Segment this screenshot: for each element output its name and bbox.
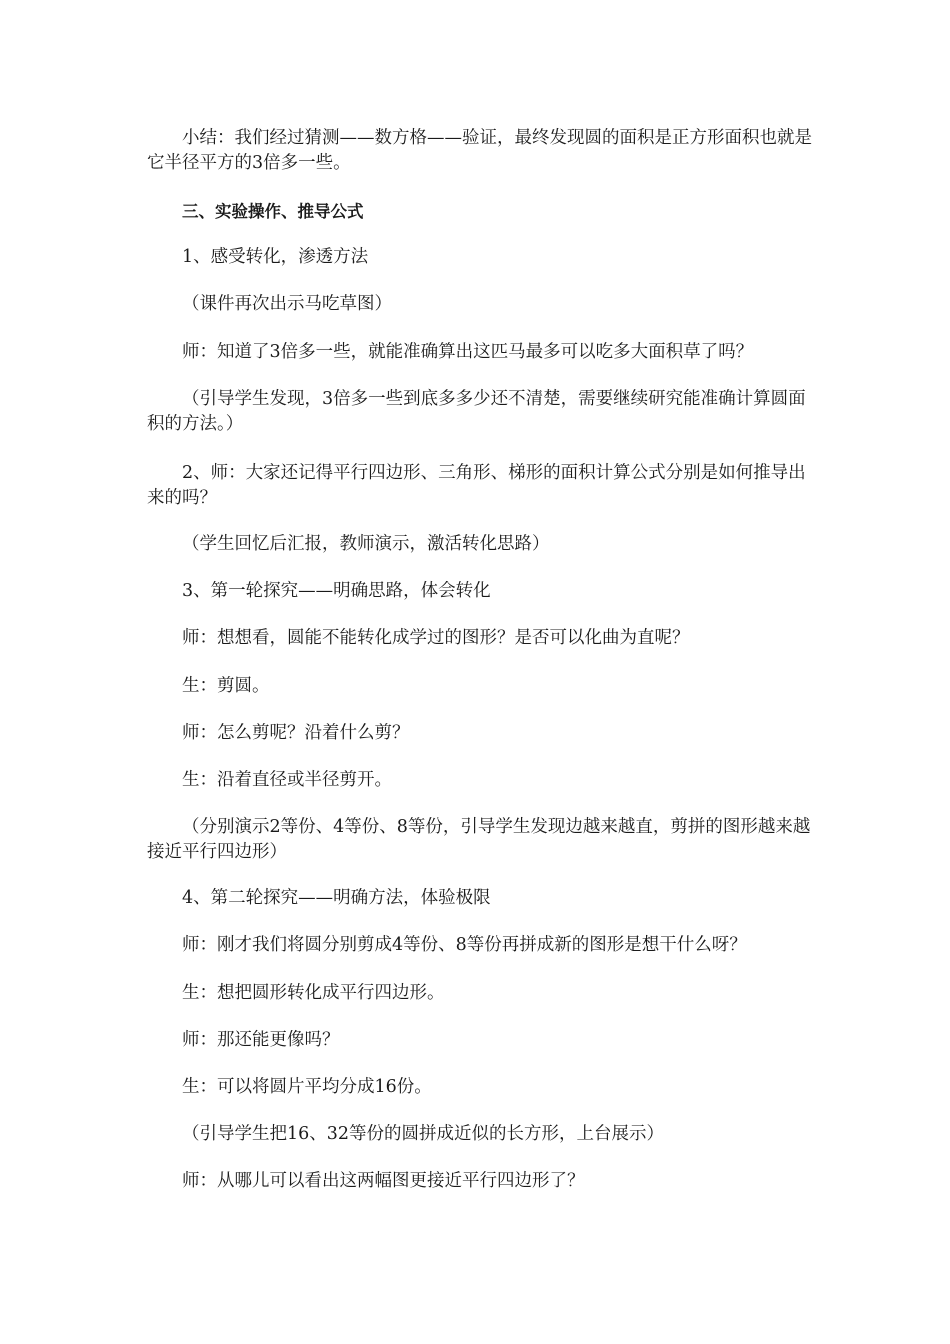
summary-paragraph: 小结：我们经过猜测——数方格——验证，最终发现圆的面积是正方形面积也就是它半径平方的3倍多一些。 bbox=[147, 128, 812, 173]
step-heading-1: 1、感受转化，渗透方法 bbox=[182, 247, 369, 267]
student-line: 生：剪圆。 bbox=[182, 676, 270, 696]
teacher-line: 师：知道了3倍多一些，就能准确算出这匹马最多可以吃多大面积草了吗？ bbox=[182, 342, 754, 362]
teacher-line: 师：刚才我们将圆分别剪成4等份、8等份再拼成新的图形是想干什么呀？ bbox=[182, 935, 747, 955]
teacher-line: 师：从哪儿可以看出这两幅图更接近平行四边形了？ bbox=[182, 1171, 585, 1191]
step-heading-4: 4、第二轮探究——明确方法，体验极限 bbox=[182, 888, 491, 908]
student-line: 生：想把圆形转化成平行四边形。 bbox=[182, 983, 445, 1003]
student-line: 生：沿着直径或半径剪开。 bbox=[182, 770, 392, 790]
teacher-line: 师：想想看，圆能不能转化成学过的图形？是否可以化曲为直呢？ bbox=[182, 628, 690, 648]
teacher-line: 师：怎么剪呢？沿着什么剪？ bbox=[182, 723, 410, 743]
note-paragraph: （分别演示2等份、4等份、8等份，引导学生发现边越来越直，剪拼的图形越来越接近平行四边形） bbox=[147, 817, 811, 862]
step-heading-3: 3、第一轮探究——明确思路，体会转化 bbox=[182, 581, 491, 601]
note-paragraph: （引导学生把16、32等份的圆拼成近似的长方形，上台展示） bbox=[182, 1124, 665, 1144]
section-heading: 三、实验操作、推导公式 bbox=[182, 202, 364, 221]
student-line: 生：可以将圆片平均分成16份。 bbox=[182, 1077, 432, 1097]
teacher-line: 师：那还能更像吗？ bbox=[182, 1030, 340, 1050]
note-paragraph: （学生回忆后汇报，教师演示，激活转化思路） bbox=[182, 534, 550, 554]
note-paragraph: （引导学生发现，3倍多一些到底多多少还不清楚，需要继续研究能准确计算圆面积的方法。） bbox=[147, 389, 806, 434]
step-heading-2: 2、师：大家还记得平行四边形、三角形、梯形的面积计算公式分别是如何推导出来的吗？ bbox=[147, 463, 806, 508]
note-paragraph: （课件再次出示马吃草图） bbox=[182, 294, 392, 314]
